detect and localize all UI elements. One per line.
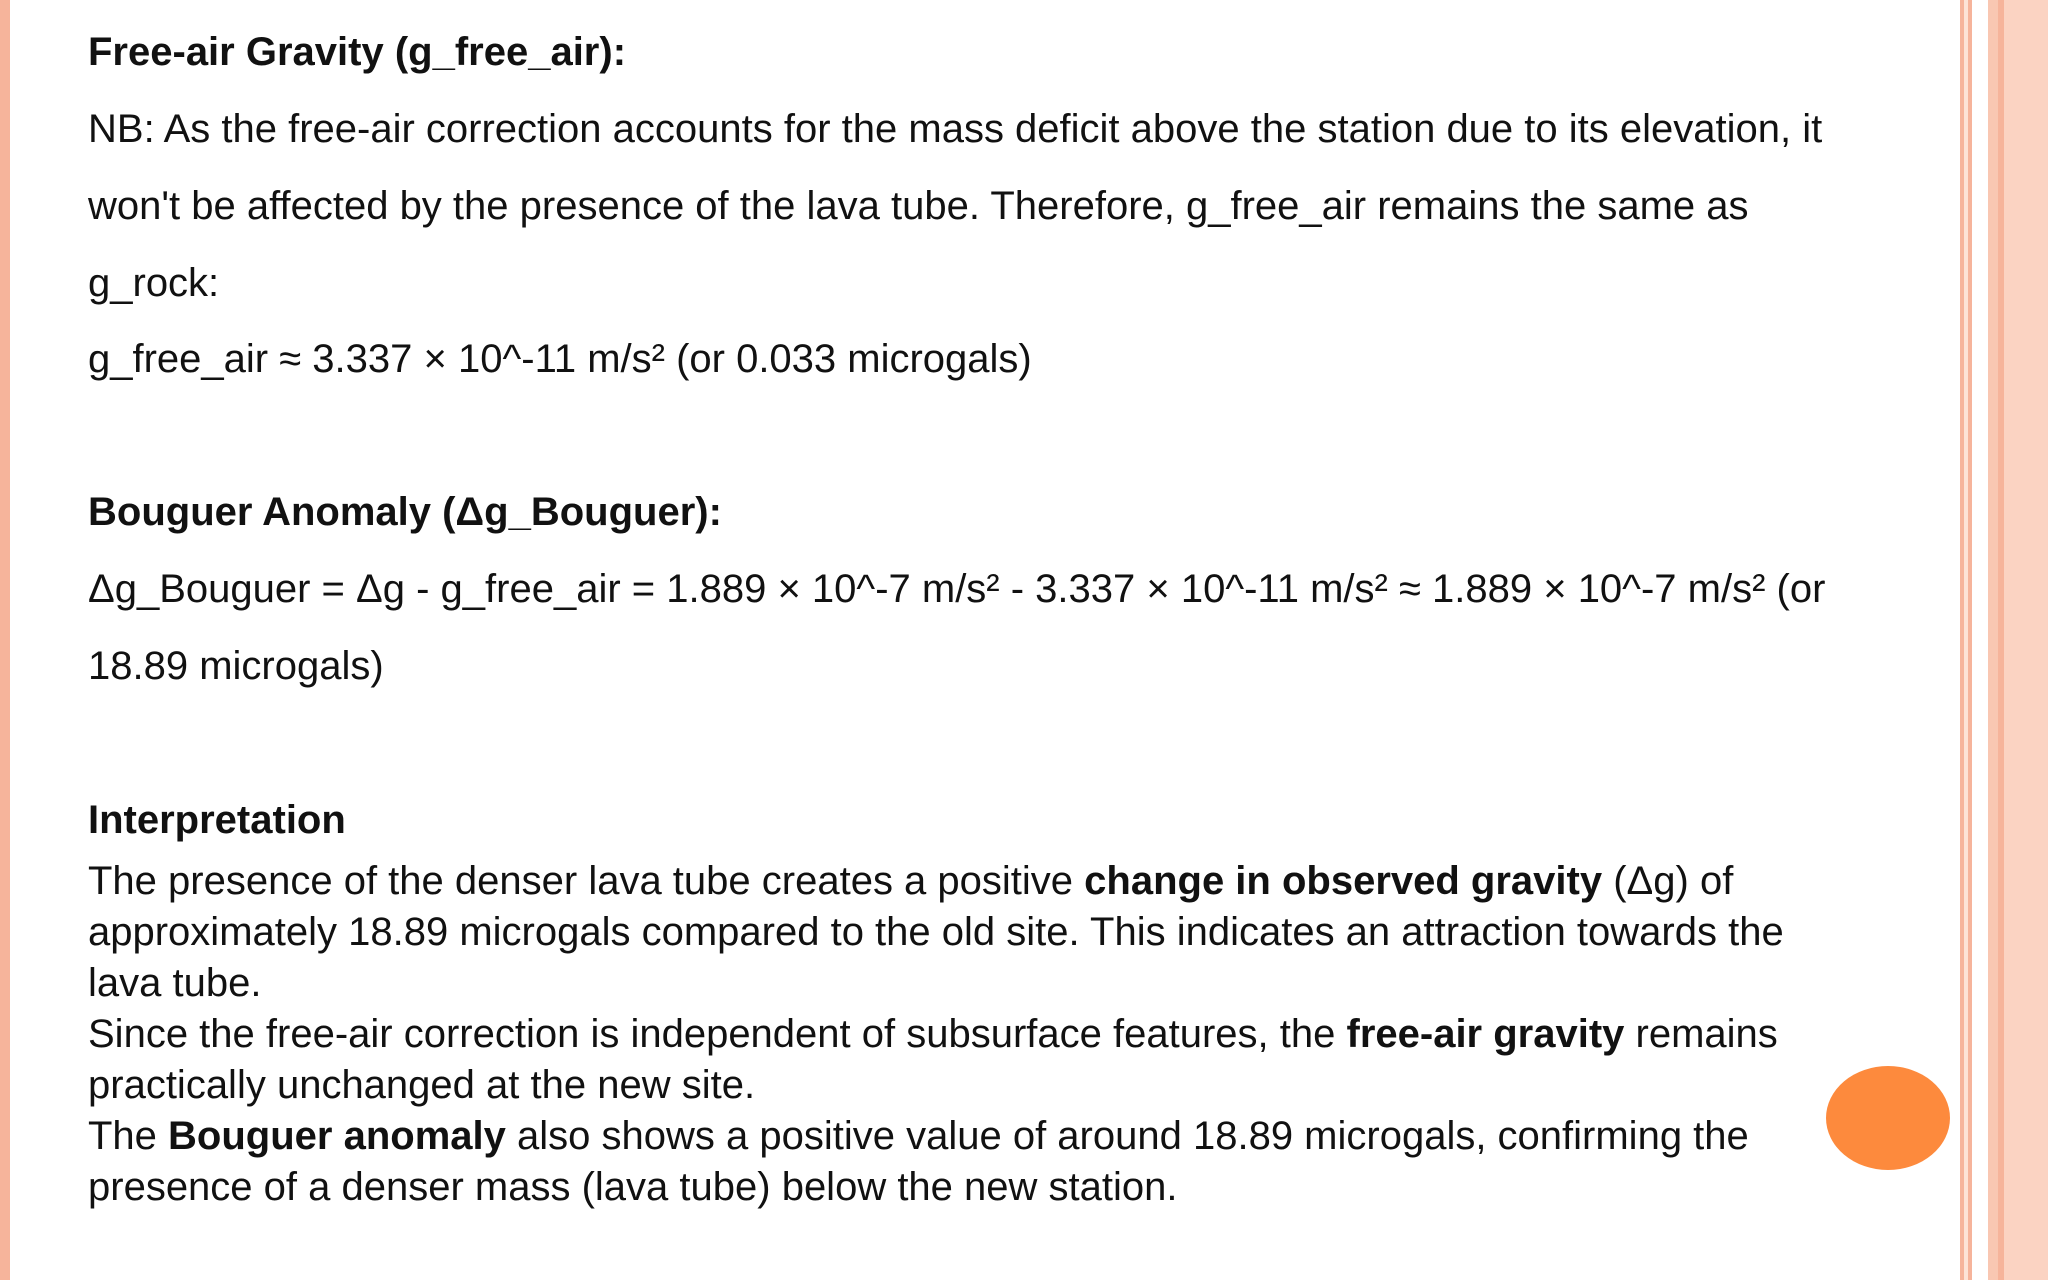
bouguer-heading: Bouguer Anomaly (Δg_Bouguer): [88,490,722,534]
bouguer-equation-line: Δg_Bouguer = Δg - g_free_air = 1.889 × 10^-7 m/s² - 3.337 × 10^-11 m/s² ≈ 1.889 × 10^-7 m/s² (or [88,567,1826,611]
bouguer-equation-line: 18.89 microgals) [88,644,384,688]
decorative-orange-circle [1826,1066,1950,1170]
emphasis-text: change in observed gravity [1084,859,1603,903]
free-air-heading: Free-air Gravity (g_free_air): [88,30,627,74]
free-air-note-line: won't be affected by the presence of the lava tube. Therefore, g_free_air remains the same as [88,184,1749,228]
emphasis-text: free-air gravity [1346,1012,1625,1056]
interpretation-paragraph-line [88,857,1733,905]
text-run: The [88,1114,169,1158]
interpretation-heading: Interpretation [88,798,346,842]
text-run: (Δg) of [1602,859,1734,903]
text-run: remains [1624,1012,1778,1056]
border-stripe [1972,0,1988,1280]
slide-left-border [0,0,10,1280]
emphasis-text: Bouguer anomaly [168,1114,506,1158]
interpretation-paragraph-line: practically unchanged at the new site. [88,1063,756,1107]
free-air-result: g_free_air ≈ 3.337 × 10^-11 m/s² (or 0.033 microgals) [88,337,1032,381]
interpretation-paragraph-line: approximately 18.89 microgals compared to the old site. This indicates an attraction towards the [88,910,1784,954]
interpretation-paragraph-line: presence of a denser mass (lava tube) below the new station. [88,1165,1178,1209]
text-run: also shows a positive value of around 18.89 microgals, confirming the [505,1114,1749,1158]
border-stripe [1988,0,1998,1280]
free-air-note-line: NB: As the free-air correction accounts for the mass deficit above the station due to its elevation, it [88,107,1823,151]
slide-content [88,0,1948,1280]
text-run: Since the free-air correction is independent of subsurface features, the [88,1012,1347,1056]
slide-right-border [1960,0,2048,1280]
interpretation-paragraph-line: lava tube. [88,961,262,1005]
text-run: The presence of the denser lava tube creates a positive [88,859,1085,903]
border-stripe [2004,0,2048,1280]
interpretation-paragraph-line [88,1010,1778,1058]
free-air-note-line: g_rock: [88,261,220,305]
interpretation-paragraph-line [88,1112,1749,1160]
